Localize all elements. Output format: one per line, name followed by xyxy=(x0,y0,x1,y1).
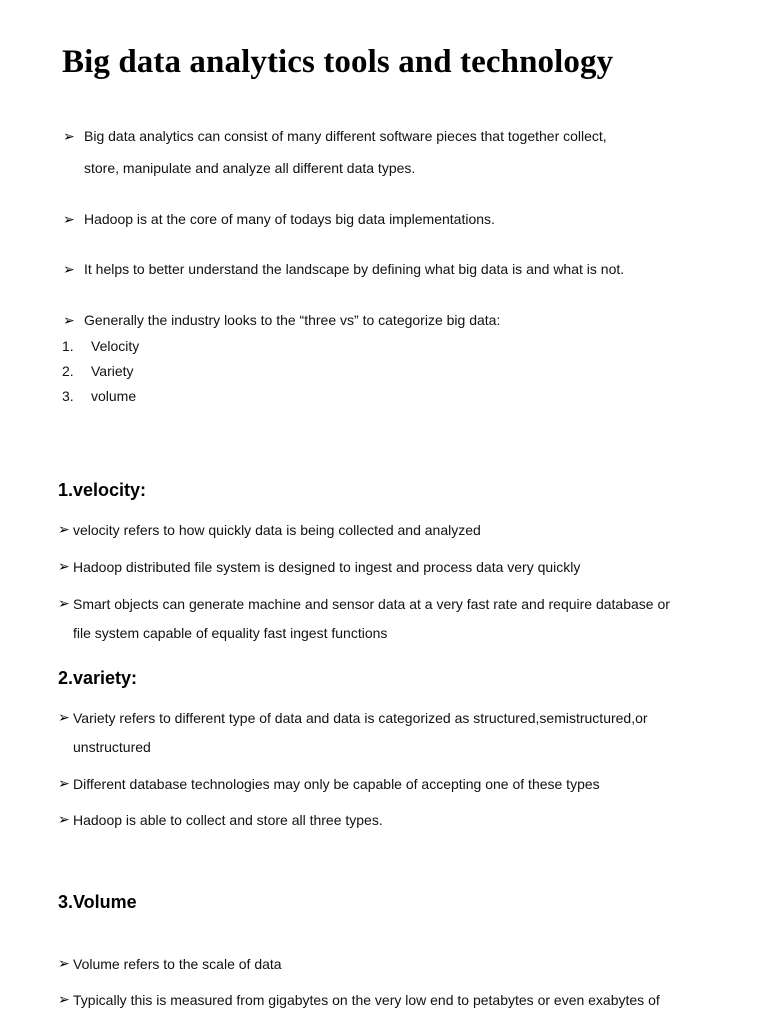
variety-item-1-line-2: unstructured xyxy=(73,739,151,755)
numbered-list-marker: 1. xyxy=(62,338,74,354)
intro-item-4: Generally the industry looks to the “three vs” to categorize big data: xyxy=(84,312,501,328)
arrow-bullet-icon: ➢ xyxy=(58,709,70,725)
numbered-list-marker: 2. xyxy=(62,363,74,379)
arrow-bullet-icon: ➢ xyxy=(63,128,75,144)
arrow-bullet-icon: ➢ xyxy=(58,521,70,537)
volume-item-2: Typically this is measured from gigabytes on the very low end to petabytes or even exabytes of xyxy=(73,992,660,1008)
arrow-bullet-icon: ➢ xyxy=(58,775,70,791)
arrow-bullet-icon: ➢ xyxy=(58,595,70,611)
section-heading-volume: 3.Volume xyxy=(58,892,137,912)
arrow-bullet-icon: ➢ xyxy=(63,312,75,328)
velocity-item-1: velocity refers to how quickly data is being collected and analyzed xyxy=(73,522,481,538)
numbered-list-item: Velocity xyxy=(91,338,140,354)
variety-item-3: Hadoop is able to collect and store all three types. xyxy=(73,812,383,828)
arrow-bullet-icon: ➢ xyxy=(58,991,70,1007)
velocity-item-3-line-1: Smart objects can generate machine and sensor data at a very fast rate and require database or xyxy=(73,596,670,612)
numbered-list-item: volume xyxy=(91,388,137,404)
arrow-bullet-icon: ➢ xyxy=(58,811,70,827)
velocity-item-3-line-2: file system capable of equality fast ingest functions xyxy=(73,625,388,641)
velocity-item-2: Hadoop distributed file system is designed to ingest and process data very quickly xyxy=(73,559,581,575)
arrow-bullet-icon: ➢ xyxy=(63,211,75,227)
section-heading-velocity: 1.velocity: xyxy=(58,480,147,500)
page-title: Big data analytics tools and technology xyxy=(62,44,614,80)
intro-item-1-line-1: Big data analytics can consist of many different software pieces that together collect, xyxy=(84,128,607,144)
numbered-list-marker: 3. xyxy=(62,388,74,404)
section-heading-variety: 2.variety: xyxy=(58,668,138,688)
arrow-bullet-icon: ➢ xyxy=(58,558,70,574)
arrow-bullet-icon: ➢ xyxy=(63,261,75,277)
numbered-list-item: Variety xyxy=(91,363,134,379)
volume-item-1: Volume refers to the scale of data xyxy=(73,956,282,972)
intro-item-3: It helps to better understand the landscape by defining what big data is and what is not. xyxy=(84,261,625,277)
variety-item-1-line-1: Variety refers to different type of data and data is categorized as structured,semistructured,or xyxy=(73,710,648,726)
intro-item-1-line-2: store, manipulate and analyze all different data types. xyxy=(84,160,416,176)
variety-item-2: Different database technologies may only be capable of accepting one of these types xyxy=(73,776,600,792)
intro-item-2: Hadoop is at the core of many of todays big data implementations. xyxy=(84,211,495,227)
arrow-bullet-icon: ➢ xyxy=(58,955,70,971)
